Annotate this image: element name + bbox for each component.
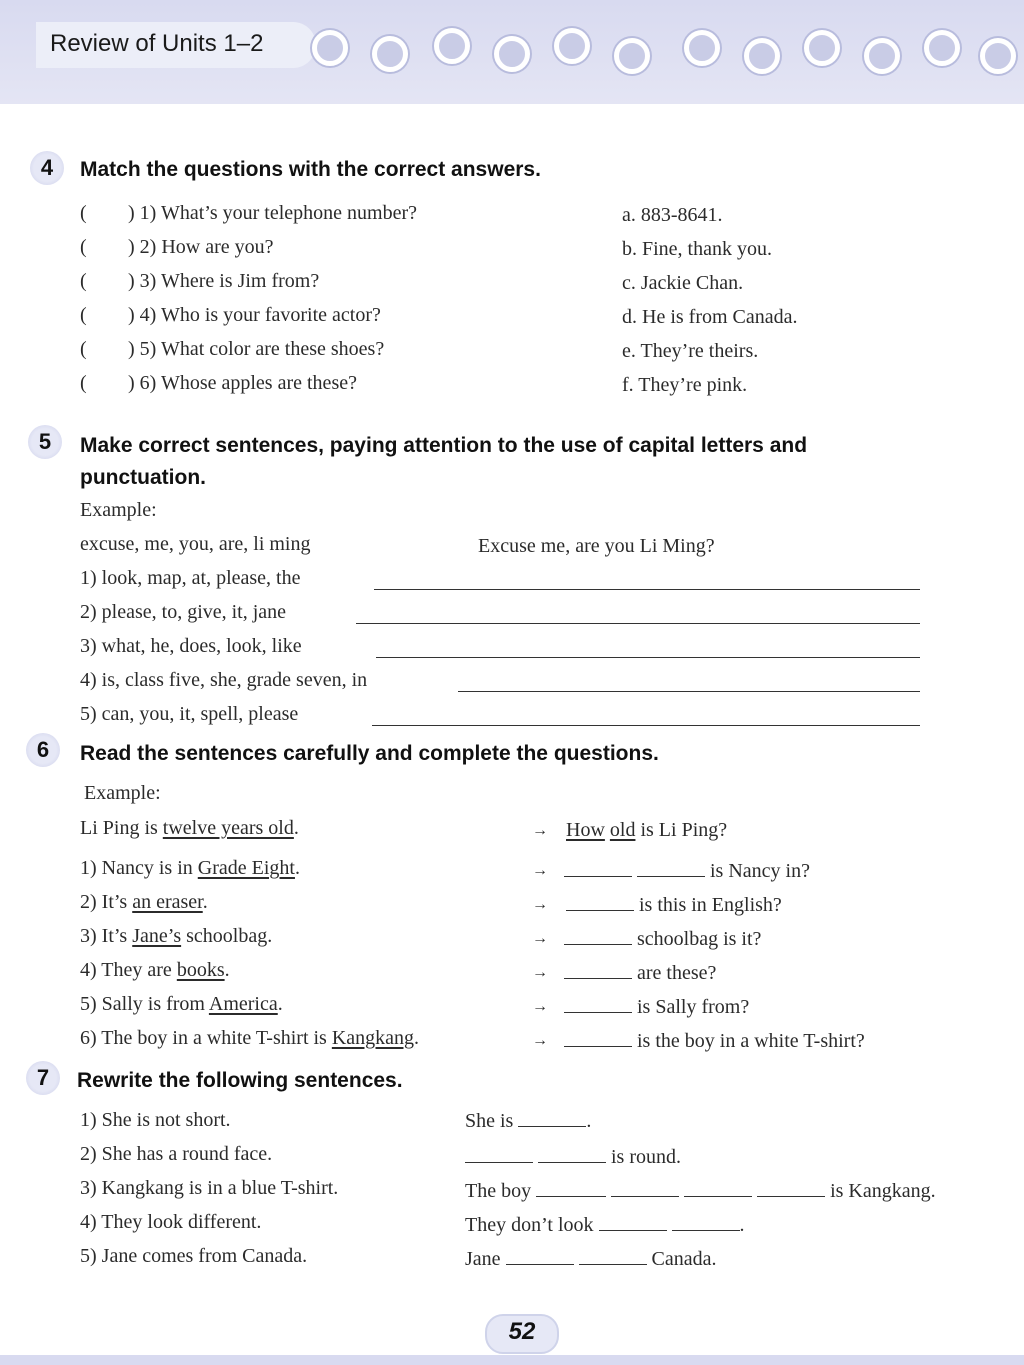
- rewrite-source: 2) She has a round face.: [80, 1143, 273, 1165]
- example-label: Example:: [84, 782, 161, 804]
- answer-line[interactable]: [356, 623, 920, 624]
- question-item: ) 2) How are you?: [128, 236, 274, 258]
- question-item: ) 3) Where is Jim from?: [128, 270, 320, 292]
- section-6-title: Read the sentences carefully and complete the questions.: [80, 742, 659, 765]
- blank-field[interactable]: [599, 1212, 667, 1231]
- arrow-icon: →: [532, 896, 548, 913]
- rewrite-target: The boy is Kangkang.: [465, 1180, 936, 1202]
- question-item: ) 6) Whose apples are these?: [128, 372, 357, 394]
- example-label: Example:: [80, 499, 157, 521]
- rewrite-source: 1) She is not short.: [80, 1109, 231, 1131]
- page-title: Review of Units 1–2: [50, 30, 264, 57]
- bottom-band: [0, 1355, 1024, 1365]
- ring-icon: [684, 30, 720, 66]
- ring-icon: [494, 36, 530, 72]
- answer-paren: (: [80, 338, 87, 360]
- question-row: is Nancy in?: [564, 858, 810, 883]
- question-row: is the boy in a white T-shirt?: [564, 1028, 865, 1053]
- answer-line[interactable]: [376, 657, 920, 658]
- blank-field[interactable]: [637, 858, 705, 877]
- answer-option: a. 883-8641.: [622, 204, 723, 226]
- sentence-item: 4) is, class five, she, grade seven, in: [80, 669, 368, 691]
- ring-icon: [864, 38, 900, 74]
- question-item: ) 5) What color are these shoes?: [128, 338, 385, 360]
- answer-option: b. Fine, thank you.: [622, 238, 772, 260]
- section-7-title: Rewrite the following sentences.: [77, 1069, 403, 1092]
- answer-paren: (: [80, 304, 87, 326]
- blank-field[interactable]: [564, 994, 632, 1013]
- answer-paren: (: [80, 372, 87, 394]
- answer-line[interactable]: [372, 725, 920, 726]
- question-item: ) 4) Who is your favorite actor?: [128, 304, 381, 326]
- question-row: is this in English?: [566, 892, 782, 917]
- blank-field[interactable]: [518, 1108, 586, 1127]
- sentence-item: 1) look, map, at, please, the: [80, 567, 301, 589]
- example-question: How old is Li Ping?: [566, 819, 728, 841]
- ring-icon: [554, 28, 590, 64]
- answer-paren: (: [80, 270, 87, 292]
- page-number: 52: [508, 1318, 536, 1345]
- sentence-item: 3) what, he, does, look, like: [80, 635, 302, 657]
- arrow-icon: →: [532, 998, 548, 1015]
- arrow-icon: →: [532, 1032, 548, 1049]
- answer-paren: (: [80, 236, 87, 258]
- question-row: is Sally from?: [564, 994, 749, 1019]
- ring-icon: [980, 38, 1016, 74]
- example-words: excuse, me, you, are, li ming: [80, 533, 311, 555]
- rewrite-target: She is .: [465, 1110, 592, 1132]
- arrow-icon: →: [532, 822, 548, 839]
- rewrite-target: is round.: [465, 1144, 681, 1169]
- section-5-title: Make correct sentences, paying attention to the use of capital letters and: [80, 434, 808, 457]
- source-sentence: 1) Nancy is in Grade Eight.: [80, 857, 300, 879]
- section-5-number: 5: [28, 425, 62, 459]
- ring-icon: [434, 28, 470, 64]
- question-row: schoolbag is it?: [564, 926, 761, 951]
- blank-field[interactable]: [538, 1144, 606, 1163]
- blank-field[interactable]: [757, 1178, 825, 1197]
- section-5-title-cont: punctuation.: [80, 466, 206, 489]
- rewrite-source: 4) They look different.: [80, 1211, 262, 1233]
- section-7-number: 7: [26, 1061, 60, 1095]
- question-row: are these?: [564, 960, 716, 985]
- sentence-item: 5) can, you, it, spell, please: [80, 703, 299, 725]
- blank-field[interactable]: [579, 1246, 647, 1265]
- source-sentence: 5) Sally is from America.: [80, 993, 283, 1015]
- example-answer: Excuse me, are you Li Ming?: [478, 535, 715, 557]
- answer-paren: (: [80, 202, 87, 224]
- arrow-icon: →: [532, 930, 548, 947]
- sentence-item: 2) please, to, give, it, jane: [80, 601, 287, 623]
- rewrite-source: 3) Kangkang is in a blue T-shirt.: [80, 1177, 339, 1199]
- answer-option: e. They’re theirs.: [622, 340, 759, 362]
- section-4-number: 4: [30, 151, 64, 185]
- blank-field[interactable]: [566, 892, 634, 911]
- blank-field[interactable]: [611, 1178, 679, 1197]
- blank-field[interactable]: [564, 960, 632, 979]
- rewrite-source: 5) Jane comes from Canada.: [80, 1245, 308, 1267]
- rewrite-target: They don’t look .: [465, 1214, 745, 1236]
- ring-icon: [372, 36, 408, 72]
- source-sentence: 4) They are books.: [80, 959, 230, 981]
- answer-line[interactable]: [374, 589, 920, 590]
- blank-field[interactable]: [506, 1246, 574, 1265]
- section-6-number: 6: [26, 733, 60, 767]
- example-sentence: Li Ping is twelve years old.: [80, 817, 299, 839]
- arrow-icon: →: [532, 964, 548, 981]
- answer-line[interactable]: [458, 691, 920, 692]
- answer-option: c. Jackie Chan.: [622, 272, 744, 294]
- ring-icon: [744, 38, 780, 74]
- answer-option: d. He is from Canada.: [622, 306, 798, 328]
- rewrite-target: Jane Canada.: [465, 1248, 717, 1270]
- answer-option: f. They’re pink.: [622, 374, 748, 396]
- ring-icon: [804, 30, 840, 66]
- ring-icon: [924, 30, 960, 66]
- source-sentence: 3) It’s Jane’s schoolbag.: [80, 925, 273, 947]
- blank-field[interactable]: [564, 926, 632, 945]
- section-4-title: Match the questions with the correct answers.: [80, 158, 541, 181]
- blank-field[interactable]: [564, 1028, 632, 1047]
- blank-field[interactable]: [672, 1212, 740, 1231]
- source-sentence: 2) It’s an eraser.: [80, 891, 208, 913]
- blank-field[interactable]: [536, 1178, 606, 1197]
- ring-icon: [614, 38, 650, 74]
- question-item: ) 1) What’s your telephone number?: [128, 202, 417, 224]
- blank-field[interactable]: [684, 1178, 752, 1197]
- ring-icon: [312, 30, 348, 66]
- arrow-icon: →: [532, 862, 548, 879]
- blank-field[interactable]: [465, 1144, 533, 1163]
- source-sentence: 6) The boy in a white T-shirt is Kangkang.: [80, 1027, 420, 1049]
- blank-field[interactable]: [564, 858, 632, 877]
